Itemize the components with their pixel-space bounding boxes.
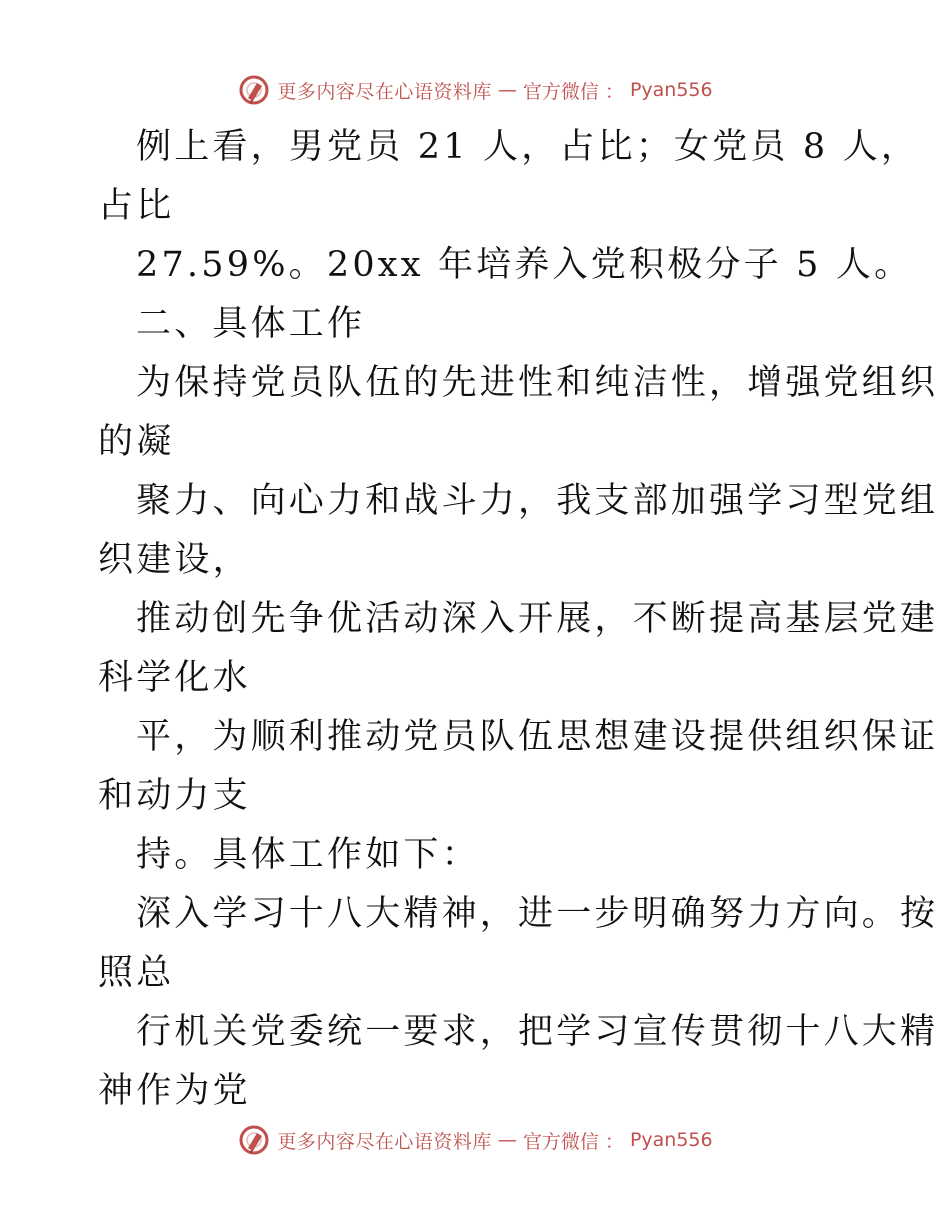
text-line: 持。具体工作如下：: [136, 835, 480, 875]
banner-wechat-label: 官方微信: [522, 80, 599, 103]
banner-separator: ：: [604, 80, 624, 103]
text-line: 占比: [98, 186, 175, 226]
text-line: 推动创先争优活动深入开展，不断提高基层党建: [136, 599, 939, 639]
text-line: 和动力支: [98, 776, 251, 816]
banner-text: 更多内容尽在心语资料库: [277, 1130, 492, 1153]
document-body: [98, 118, 939, 1121]
footer-banner[interactable]: [237, 1123, 712, 1157]
banner-dash: —: [497, 79, 517, 101]
text-line: 的凝: [98, 422, 175, 462]
pen-nib-circle-icon: [237, 73, 271, 107]
text-line: 深入学习十八大精神，进一步明确努力方向。按: [136, 894, 939, 934]
page-header: [0, 70, 950, 110]
text-line: 科学化水: [98, 658, 251, 698]
text-line: 为保持党员队伍的先进性和纯洁性，增强党组织: [136, 363, 939, 403]
text-line: 神作为党: [98, 1071, 251, 1111]
banner-wechat-label: 官方微信: [522, 1130, 599, 1153]
text-line: 例上看，男党员 21 人，占比；女党员 8 人，: [136, 127, 920, 167]
text-line: 行机关党委统一要求，把学习宣传贯彻十八大精: [136, 1012, 939, 1052]
page-footer: [0, 1120, 950, 1160]
text-line: 照总: [98, 953, 175, 993]
banner-text: 更多内容尽在心语资料库: [277, 80, 492, 103]
pen-nib-circle-icon: [237, 1123, 271, 1157]
text-line: 27.59%。20xx 年培养入党积极分子 5 人。: [136, 245, 913, 285]
section-heading: 二、具体工作: [136, 304, 366, 344]
banner-wechat-id: Pyan556: [629, 1129, 713, 1151]
banner-dash: —: [497, 1129, 517, 1151]
text-line: 聚力、向心力和战斗力，我支部加强学习型党组: [136, 481, 939, 521]
text-line: 织建设，: [98, 540, 251, 580]
banner-separator: ：: [604, 1130, 624, 1153]
header-banner[interactable]: [237, 73, 712, 107]
banner-wechat-id: Pyan556: [629, 79, 713, 101]
text-line: 平，为顺利推动党员队伍思想建设提供组织保证: [136, 717, 939, 757]
